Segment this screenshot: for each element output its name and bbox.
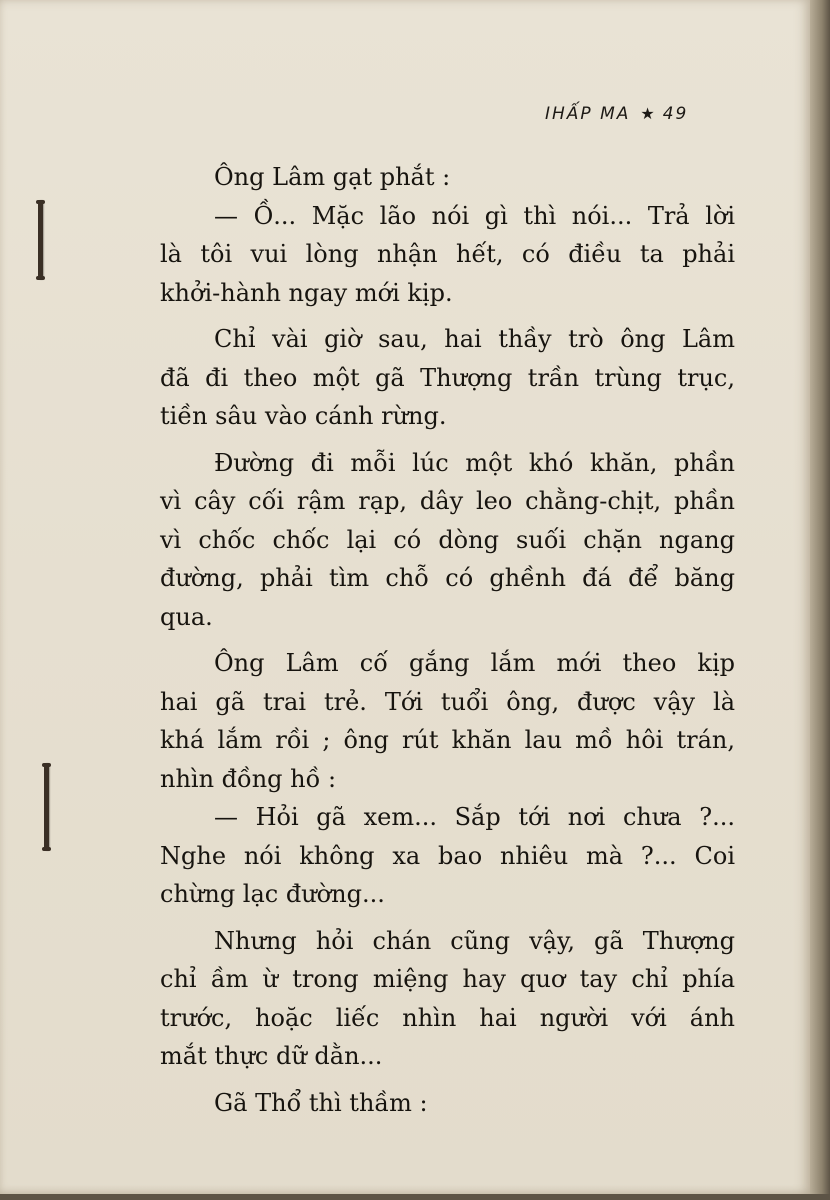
text-line: chỉ ầm ừ trong miệng hay quơ tay chỉ phía: [160, 965, 735, 993]
text-line: Đường đi mỗi lúc một khó khăn, phần: [214, 448, 735, 477]
text-line: tiền sâu vào cánh rừng.: [160, 402, 447, 430]
paragraph: [160, 158, 735, 197]
star-icon: ★: [640, 104, 657, 123]
text-line: hai gã trai trẻ. Tới tuổi ông, được vậy là: [160, 687, 735, 716]
page-edge: [810, 0, 830, 1200]
running-title: IHẤP MA: [545, 104, 631, 124]
text-line: trước, hoặc liếc nhìn hai người với ánh: [160, 1003, 735, 1032]
text-line: nhìn đồng hồ :: [160, 764, 337, 793]
paragraph: [160, 798, 735, 914]
paragraph: [160, 197, 735, 313]
text-line: Ông Lâm cố gắng lắm mới theo kịp: [214, 649, 735, 677]
text-line: đã đi theo một gã Thượng trần trùng trục,: [160, 363, 735, 392]
text-line: Chỉ vài giờ sau, hai thầy trò ông Lâm: [214, 325, 735, 353]
text-line: đường, phải tìm chỗ có ghềnh đá để băng: [160, 564, 735, 592]
text-line: Gã Thổ thì thầm :: [214, 1088, 428, 1117]
staple-top: [38, 200, 43, 280]
text-line: vì chốc chốc lại có dòng suối chặn ngang: [160, 525, 735, 554]
text-line: vì cây cối rậm rạp, dây leo chằng-chịt, phần: [160, 487, 735, 515]
text-line: qua.: [160, 602, 213, 631]
paragraph: [160, 444, 735, 637]
text-line: — Ồ... Mặc lão nói gì thì nói... Trả lời: [214, 201, 735, 230]
running-header: [545, 104, 688, 124]
body-text: [160, 158, 735, 1122]
text-line: Nhưng hỏi chán cũng vậy, gã Thượng: [214, 926, 735, 955]
text-line: — Hỏi gã xem... Sắp tới nơi chưa ?...: [214, 803, 735, 831]
staple-bottom: [44, 763, 49, 851]
text-line: khá lắm rồi ; ông rút khăn lau mồ hôi trán,: [160, 726, 735, 754]
text-line: là tôi vui lòng nhận hết, có điều ta phải: [160, 240, 735, 268]
page-number: 49: [662, 104, 689, 124]
paragraph: [160, 644, 735, 798]
text-line: chừng lạc đường...: [160, 880, 385, 908]
text-line: mắt thực dữ dằn...: [160, 1042, 383, 1070]
paragraph: [160, 320, 735, 436]
paragraph: [160, 1084, 735, 1123]
text-line: khởi-hành ngay mới kịp.: [160, 278, 453, 307]
text-line: Nghe nói không xa bao nhiêu mà ?... Coi: [160, 841, 735, 870]
paragraph: [160, 922, 735, 1076]
text-line: Ông Lâm gạt phắt :: [214, 163, 451, 191]
page-edge-bottom: [0, 1194, 830, 1200]
